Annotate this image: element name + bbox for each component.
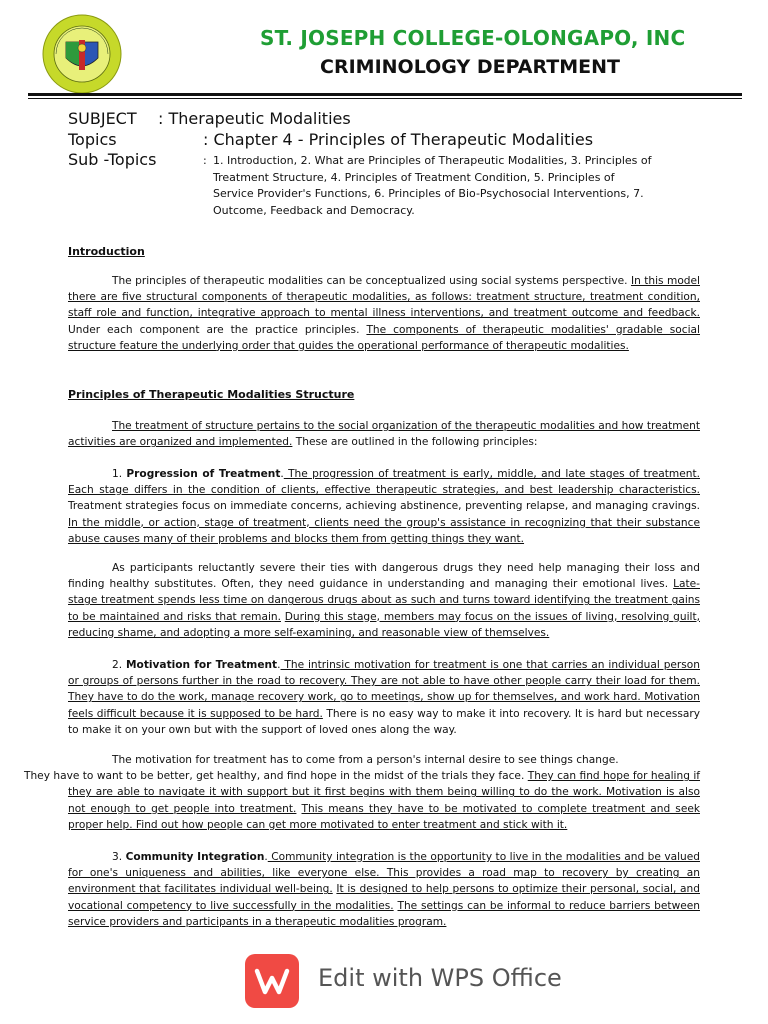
principle-2-text: There is no easy way to make it into recovery. It is hard but necessary to make it on your own but with the support of loved ones along the way.	[68, 707, 700, 736]
college-seal-logo	[42, 14, 122, 94]
principle-3-number: 3.	[112, 851, 126, 863]
structure-intro-paragraph	[68, 418, 700, 450]
subject-row	[68, 109, 351, 128]
topics-label: Topics	[68, 130, 117, 149]
principle-2b-underlined-2: This means they have to be motivated to complete treatment and seek proper help. Find out how people can get more motivated to enter treatment and stick with it.	[68, 802, 700, 831]
principle-3-title: Community Integration	[125, 851, 265, 863]
topics-row	[68, 130, 593, 149]
department-name: CRIMINOLOGY DEPARTMENT	[320, 56, 620, 78]
structure-intro-text: These are outlined in the following principles:	[292, 436, 538, 449]
subtopics-label: Sub -Topics	[68, 150, 157, 169]
wps-office-icon[interactable]	[245, 954, 299, 1008]
structure-intro-underlined: The treatment of structure pertains to the social organization of the therapeutic modalities and how treatment activities are organized and implemented.	[68, 420, 700, 449]
principle-3-underlined-3: The settings can be informal to reduce barriers between service providers and participants in a therapeutic modalities program.	[68, 899, 700, 928]
subtopics-colon: :	[203, 154, 207, 167]
principle-1b-text: As participants reluctantly severe their ties with dangerous drugs they need help managing their loss and finding healthy substitutes. Often, they need guidance in understanding and managing their emotional lives.	[68, 562, 700, 591]
principle-1b-underlined-2: During this stage, members may focus on the issues of living, resolving guilt, reducing shame, and adopting a more self-examining, and reasonable view of themselves.	[68, 610, 700, 639]
intro-text-2: Under each component are the practice principles.	[68, 323, 367, 336]
subject-value: : Therapeutic Modalities	[158, 109, 351, 128]
subtopics-value: 1. Introduction, 2. What are Principles of Therapeutic Modalities, 3. Principles of Treatment Structure, 4. Principles of Treatment Condition, 5. Principles of Service Provider's Functions, 6. Principles of Bio-Psychosocial Interventions, 7. Outcome, Feedback and Democracy.	[213, 154, 652, 217]
principle-2-paragraph: 2. Motivation for Treatment. The intrinsic motivation for treatment is one that carries an individual person or groups of persons further in the road to recovery. They are not able to have other people carry their load for them. They have to do the work, manage recovery work, go to meetings, show up for themselves, and work hard. Motivation feels difficult because it is supposed to be hard. There is no easy way to make it into recovery. It is hard but necessary to make it on your own but with the support of loved ones along the way.	[68, 659, 701, 736]
header-rule-thin	[28, 98, 742, 99]
intro-text: The principles of therapeutic modalities can be conceptualized using social systems perspective.	[112, 275, 631, 287]
school-name: ST. JOSEPH COLLEGE-OLONGAPO, INC	[260, 26, 686, 50]
topics-value: : Chapter 4 - Principles of Therapeutic Modalities	[203, 130, 594, 149]
header-rule	[28, 93, 742, 96]
principle-2-title: Motivation for Treatment	[126, 659, 278, 671]
introduction-heading: Introduction	[68, 245, 145, 258]
principle-3-paragraph: 3. Community Integration. Community integration is the opportunity to live in the modalities and be valued for one's uniqueness and abilities, like everyone else. This provides a road map to recovery by creating an environment that facilitates individual well-being. It is designed to help persons to optimize their personal, social, and vocational competency to live successfully in the modalities. The settings can be informal to reduce barriers between service providers and participants in a therapeutic modalities program.	[68, 851, 700, 928]
principle-1-number: 1.	[112, 468, 127, 480]
edit-with-wps-link[interactable]: Edit with WPS Office	[318, 964, 562, 992]
principle-2b-underlined: They can find hope for healing if they are able to navigate it with support but it first begins with them being willing to do the work. Motivation is also not enough to get people into treatment.	[68, 770, 701, 815]
principle-1-underlined: The progression of treatment is early, middle, and late stages of treatment. Each stage differs in the condition of clients, effective therapeutic strategies, and best leadership characteristics.	[68, 468, 700, 497]
intro-underlined-text-2: The components of therapeutic modalities' gradable social structure feature the underlying order that guides the operational performance of therapeutic modalities.	[68, 323, 700, 352]
principle-1-paragraph: 1. Progression of Treatment. The progression of treatment is early, middle, and late stages of treatment. Each stage differs in the condition of clients, effective therapeutic strategies, and best leadership characteristics. Treatment strategies focus on immediate concerns, achieving abstinence, preventing relapse, and managing cravings. In the middle, or action, stage of treatment, clients need the group's assistance in recognizing that their substance abuse causes many of their problems and blocks them from getting things they want.	[68, 468, 700, 545]
principle-1-title: Progression of Treatment	[126, 468, 281, 480]
structure-heading: Principles of Therapeutic Modalities Structure	[68, 388, 355, 401]
principle-1-underlined-2: In the middle, or action, stage of treatment, clients need the group's assistance in recognizing that their substance abuse causes many of their problems and blocks them from getting things they want.	[68, 516, 700, 545]
subject-label: SUBJECT	[68, 109, 137, 128]
wps-w-glyph-icon	[245, 954, 299, 1008]
principle-3-underlined: Community integration is the opportunity to live in the modalities and be valued for one's uniqueness and abilities, like everyone else. This provides a road map to recovery by creating an environment that facilitates individual well-being.	[68, 851, 700, 896]
principle-3-underlined-2: It is designed to help persons to optimize their personal, social, and vocational competency to live successfully in the modalities.	[68, 883, 700, 912]
principle-2b-first-line: The motivation for treatment has to come from a person's internal desire to see things change.	[112, 754, 619, 766]
principle-1-text: Treatment strategies focus on immediate concerns, achieving abstinence, preventing relapse, and managing cravings.	[68, 500, 700, 513]
principle-2-underlined: The intrinsic motivation for treatment is one that carries an individual person or groups of persons further in the road to recovery. They are not able to have other people carry their load for them. They have to do the work, manage recovery work, go to meetings, show up for themselves, and work hard. Motivation feels difficult because it is supposed to be hard.	[68, 659, 701, 720]
principle-2b-text: They have to want to be better, get healthy, and find hope in the midst of the trials they face.	[24, 770, 528, 783]
principle-2b-paragraph	[24, 752, 701, 833]
subtopics-row	[68, 150, 156, 169]
principle-2-number: 2.	[112, 659, 126, 671]
introduction-paragraph	[68, 273, 700, 354]
intro-underlined-text: In this model there are five structural components of therapeutic modalities, as follows: treatment structure, treatment condition, staff role and function, integrative approach to mental illness interventions, and treatment outcome and feedback.	[68, 275, 700, 320]
principle-1b-underlined: Late-stage treatment spends less time on dangerous drugs about as such and turns toward identifying the treatment gains to be maintained and risks that remain.	[68, 578, 700, 623]
principle-1b-paragraph	[68, 560, 700, 641]
